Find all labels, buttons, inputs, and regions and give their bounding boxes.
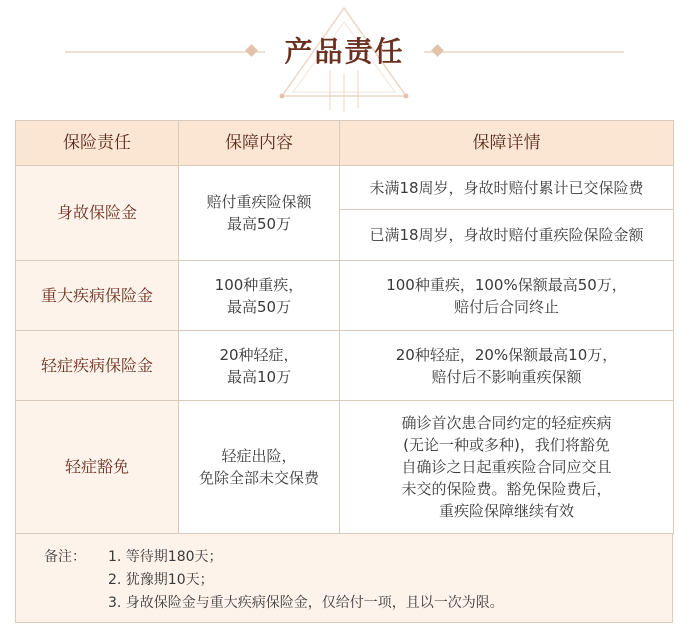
table-row	[16, 166, 674, 210]
row-content	[179, 166, 340, 261]
row-detail	[340, 331, 674, 401]
content-line: 20种轻症，	[219, 345, 299, 364]
note-item-2: 2. 犹豫期10天；	[108, 572, 214, 588]
table-row	[16, 261, 674, 331]
content-line: 最高50万	[226, 215, 292, 233]
responsibility-table	[15, 120, 674, 534]
row-name: 身故保险金	[16, 166, 179, 261]
content-line: 轻症出险，	[221, 447, 297, 465]
table-row	[16, 331, 674, 401]
row-name: 轻症疾病保险金	[16, 331, 179, 401]
detail-line: 未交的保险费。豁免保险费后，	[401, 480, 612, 498]
row-name: 重大疾病保险金	[16, 261, 179, 331]
detail-line: 重疾险保障继续有效	[438, 502, 574, 520]
page-title: 产品责任	[284, 35, 405, 68]
row-content	[179, 331, 340, 401]
detail-line: 已满18周岁，身故时赔付重疾险保险金额	[369, 226, 644, 244]
detail-line: 20种轻症，20%保额最高10万，	[395, 345, 618, 364]
table-header-row	[16, 121, 674, 166]
dot-left	[280, 94, 285, 99]
note-item-1: 1. 等待期180天；	[108, 549, 223, 565]
row-name: 轻症豁免	[16, 401, 179, 534]
row-content	[179, 261, 340, 331]
dot-right	[404, 94, 409, 99]
content-line: 100种重疾，	[214, 275, 304, 294]
content-line: 最高10万	[226, 367, 292, 386]
detail-line: (无论一种或多种)，我们将豁免	[403, 436, 610, 454]
row-content	[179, 401, 340, 534]
detail-line: 未满18周岁，身故时赔付累计已交保险费	[369, 178, 644, 197]
header-content: 保障内容	[179, 121, 340, 166]
title-area	[0, 0, 689, 112]
row-detail	[340, 166, 674, 210]
notes-box	[15, 533, 673, 623]
notes-label: 备注：	[44, 549, 86, 565]
row-detail	[340, 210, 674, 261]
content-line: 免除全部未交保费	[198, 469, 319, 487]
detail-line: 赔付后合同终止	[453, 297, 559, 316]
header-details: 保障详情	[340, 121, 674, 166]
header-responsibility: 保险责任	[16, 121, 179, 166]
content-line: 最高50万	[226, 297, 292, 316]
detail-line: 确诊首次患合同约定的轻症疾病	[401, 414, 612, 432]
row-detail	[340, 261, 674, 331]
content-line: 赔付重疾险保额	[206, 193, 312, 211]
row-detail	[340, 401, 674, 534]
table-row	[16, 401, 674, 534]
detail-line: 100种重疾，100%保额最高50万，	[386, 275, 627, 294]
detail-line: 赔付后不影响重疾保额	[431, 367, 582, 386]
detail-line: 自确诊之日起重疾险合同应交且	[401, 458, 612, 476]
note-item-3: 3. 身故保险金与重大疾病保险金，仅给付一项，且以一次为限。	[108, 595, 504, 611]
